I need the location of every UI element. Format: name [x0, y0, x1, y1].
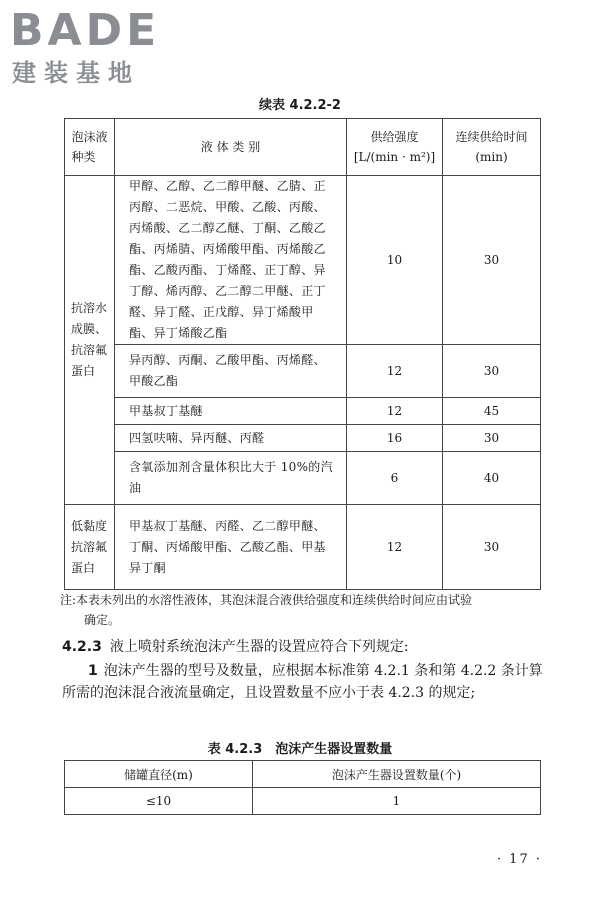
duration-cell: 45 — [443, 398, 541, 425]
diameter-cell: ≤10 — [65, 788, 253, 815]
table2-title: 表 4.2.3 泡沫产生器设置数量 — [207, 742, 393, 757]
page-number: · 17 · — [496, 852, 542, 867]
header-duration-unit: (min) — [475, 150, 508, 164]
table-row — [65, 788, 541, 815]
header-intensity-label: 供给强度 — [370, 130, 419, 144]
table-note — [60, 590, 550, 630]
liquid-cell: 甲基叔丁基醚 — [115, 398, 347, 425]
intensity-cell: 12 — [347, 398, 443, 425]
table-row — [65, 452, 541, 505]
header-intensity — [347, 119, 443, 176]
header-foam-type: 泡沫液种类 — [65, 119, 115, 176]
liquid-cell: 甲基叔丁基醚、丙醛、乙二醇甲醚、丁酮、丙烯酸甲酯、乙酸乙酯、甲基异丁酮 — [115, 505, 347, 590]
liquid-cell: 异丙醇、丙酮、乙酸甲酯、丙烯醛、甲酸乙酯 — [115, 345, 347, 398]
foam-generator-count-table — [64, 760, 541, 815]
intensity-cell: 12 — [347, 345, 443, 398]
table-row — [65, 505, 541, 590]
bade-logo — [10, 5, 180, 88]
item-text: 泡沫产生器的型号及数量，应根据本标准第 4.2.1 条和第 4.2.2 条计算所需的泡沫混合液流量确定，且设置数量不应小于表 4.2.3 的规定; — [62, 663, 543, 701]
duration-cell: 40 — [443, 452, 541, 505]
table-row — [65, 398, 541, 425]
duration-cell: 30 — [443, 505, 541, 590]
count-cell: 1 — [253, 788, 541, 815]
foam-type-cell: 抗溶水成膜、抗溶氟蛋白 — [65, 176, 115, 505]
section-4-2-3 — [62, 636, 546, 658]
intensity-cell: 12 — [347, 505, 443, 590]
liquid-cell: 甲醇、乙醇、乙二醇甲醚、乙腈、正丙醇、二恶烷、甲酸、乙酸、丙酸、丙烯酸、乙二醇乙醚、丁酮、乙酸乙酯、丙烯腈、丙烯酸甲酯、丙烯酸乙酯、乙酸丙酯、丁烯醛、正丁醇、异丁醇、烯丙醇、乙二醇二甲醚、正丁醛、异丁醛、正戊醇、异丁烯酸甲酯、异丁烯酸乙酯 — [115, 176, 347, 345]
header-duration — [443, 119, 541, 176]
foam-type-cell: 低黏度抗溶氟蛋白 — [65, 505, 115, 590]
liquid-cell: 含氧添加剂含量体积比大于 10%的汽油 — [115, 452, 347, 505]
header-liquid-type: 液 体 类 别 — [115, 119, 347, 176]
foam-intensity-table — [64, 118, 541, 590]
note-label: 注: — [60, 593, 77, 607]
duration-cell: 30 — [443, 176, 541, 345]
table-row — [65, 345, 541, 398]
table-title: 续表 4.2.2-2 — [259, 98, 341, 113]
header-count: 泡沫产生器设置数量(个) — [253, 761, 541, 788]
logo-brand: BADE — [10, 5, 161, 56]
table-row — [65, 425, 541, 452]
table-row — [65, 176, 541, 345]
item-1 — [62, 660, 546, 704]
note-text-continued: 确定。 — [84, 613, 121, 627]
table-header-row — [65, 119, 541, 176]
note-text: 本表未列出的水溶性液体，其泡沫混合液供给强度和连续供给时间应由试验 — [76, 593, 473, 607]
intensity-cell: 10 — [347, 176, 443, 345]
section-text: 液上喷射系统泡沫产生器的设置应符合下列规定: — [109, 639, 409, 655]
section-number: 4.2.3 — [62, 639, 102, 655]
intensity-cell: 6 — [347, 452, 443, 505]
intensity-cell: 16 — [347, 425, 443, 452]
duration-cell: 30 — [443, 345, 541, 398]
logo-subtitle: 建装基地 — [12, 59, 140, 87]
table-header-row — [65, 761, 541, 788]
header-duration-label: 连续供给时间 — [455, 130, 528, 144]
item-number: 1 — [88, 663, 98, 679]
header-diameter: 储罐直径(m) — [65, 761, 253, 788]
header-intensity-unit: [L/(min · m²)] — [353, 150, 436, 164]
duration-cell: 30 — [443, 425, 541, 452]
liquid-cell: 四氢呋喃、异丙醚、丙醛 — [115, 425, 347, 452]
